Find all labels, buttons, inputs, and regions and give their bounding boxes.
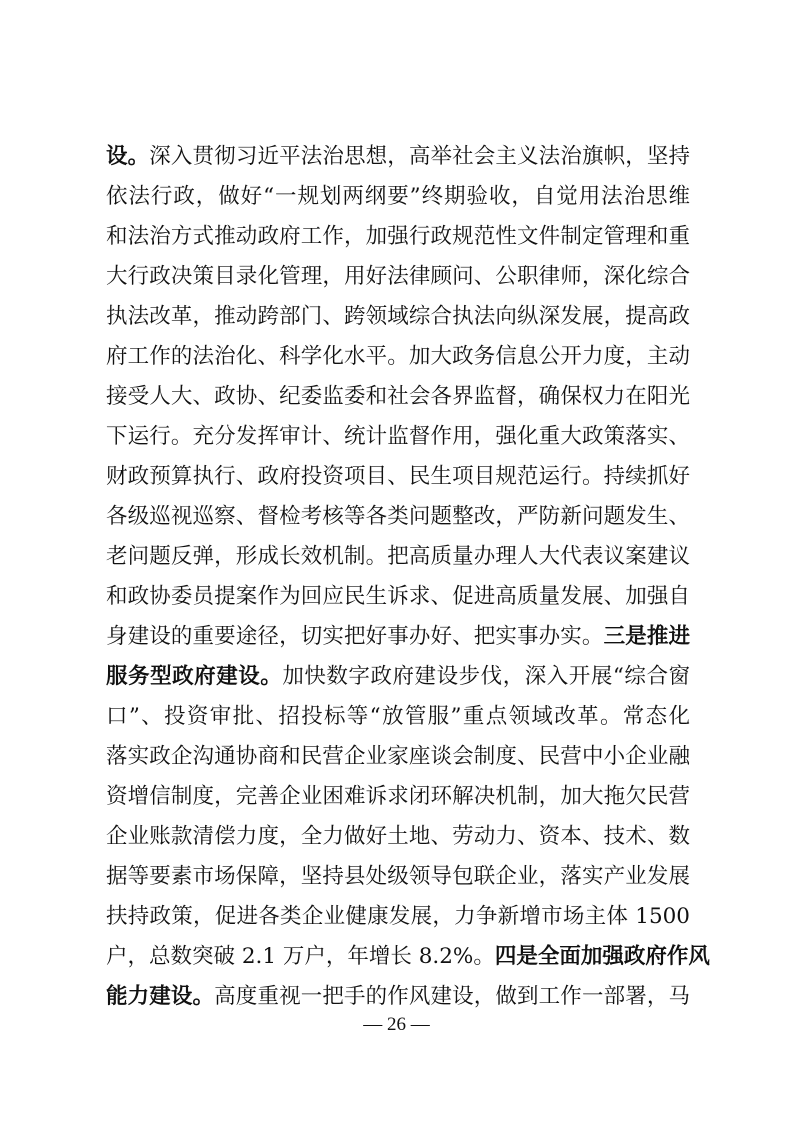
text-line — [106, 297, 690, 337]
text-line — [106, 777, 690, 817]
text-line — [106, 537, 690, 577]
text-line — [106, 737, 690, 777]
body-text-segment: 扶持政策，促进各类企业健康发展，力争新增市场主体 1500 — [106, 904, 690, 929]
text-line — [106, 217, 690, 257]
body-text-segment: 深入贯彻习近平法治思想，高举社会主义法治旗帜，坚持 — [149, 144, 690, 169]
body-text-segment: 和法治方式推动政府工作，加强行政规范性文件制定管理和重 — [106, 224, 690, 249]
body-text-segment: 大行政决策目录化管理，用好法律顾问、公职律师，深化综合 — [106, 264, 690, 289]
bold-heading-text: 三是推进 — [603, 624, 690, 649]
bold-heading-text: 设。 — [106, 144, 150, 169]
text-line — [106, 337, 690, 377]
bold-heading-text: 四是全面加强政府作风 — [494, 944, 710, 969]
body-text-segment: 财政预算执行、政府投资项目、民生项目规范运行。持续抓好 — [106, 464, 690, 489]
text-line — [106, 257, 690, 297]
text-line — [106, 497, 690, 537]
text-line — [106, 137, 690, 177]
body-text-segment: 接受人大、政协、纪委监委和社会各界监督，确保权力在阳光 — [106, 384, 690, 409]
body-text — [106, 137, 710, 1017]
body-text-segment: 落实政企沟通协商和民营企业家座谈会制度、民营中小企业融 — [106, 744, 690, 769]
body-text-segment: 下运行。充分发挥审计、统计监督作用，强化重大政策落实、 — [106, 424, 690, 449]
page-number: — 26 — — [363, 1014, 430, 1035]
text-line — [106, 457, 690, 497]
body-text-segment: 府工作的法治化、科学化水平。加大政务信息公开力度，主动 — [106, 344, 690, 369]
body-text-segment: 加快数字政府建设步伐，深入开展“综合窗 — [282, 664, 690, 689]
text-line — [106, 617, 690, 657]
body-text-segment: 身建设的重要途径，切实把好事办好、把实事办实。 — [106, 624, 604, 649]
bold-heading-text: 服务型政府建设。 — [106, 664, 283, 689]
body-text-segment: 各级巡视巡察、督检考核等各类问题整改，严防新问题发生、 — [106, 504, 690, 529]
body-text-segment: 资增信制度，完善企业困难诉求闭环解决机制，加大拖欠民营 — [106, 784, 690, 809]
body-text-segment: 依法行政，做好“一规划两纲要”终期验收，自觉用法治思维 — [106, 184, 690, 209]
body-text-segment: 户，总数突破 2.1 万户，年增长 8.2%。 — [106, 944, 495, 969]
body-text-segment: 高度重视一把手的作风建设，做到工作一部署，马 — [214, 984, 690, 1009]
text-line — [106, 977, 690, 1017]
body-text-segment: 和政协委员提案作为回应民生诉求、促进高质量发展、加强自 — [106, 584, 690, 609]
body-text-segment: 口”、投资审批、招投标等“放管服”重点领域改革。常态化 — [106, 704, 690, 729]
text-line — [106, 937, 710, 977]
text-line — [106, 817, 690, 857]
text-line — [106, 377, 690, 417]
bold-heading-text: 能力建设。 — [106, 984, 215, 1009]
text-line — [106, 577, 690, 617]
text-line — [106, 697, 690, 737]
body-text-segment: 执法改革，推动跨部门、跨领域综合执法向纵深发展，提高政 — [106, 304, 690, 329]
body-text-segment: 企业账款清偿力度，全力做好土地、劳动力、资本、技术、数 — [106, 824, 690, 849]
text-line — [106, 177, 690, 217]
body-text-segment: 据等要素市场保障，坚持县处级领导包联企业，落实产业发展 — [106, 864, 690, 889]
text-line — [106, 417, 690, 457]
text-line — [106, 857, 690, 897]
body-text-segment: 老问题反弹，形成长效机制。把高质量办理人大代表议案建议 — [106, 544, 690, 569]
text-line — [106, 897, 690, 937]
text-line — [106, 657, 690, 697]
